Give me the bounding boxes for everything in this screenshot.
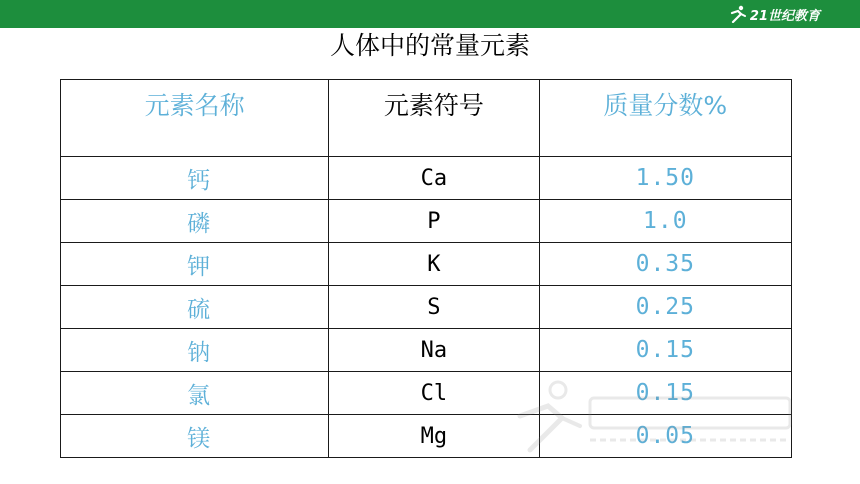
element-percent: 0.15 — [539, 329, 791, 372]
element-symbol: S — [329, 286, 539, 329]
element-name: 镁 — [61, 415, 329, 458]
element-percent: 0.25 — [539, 286, 791, 329]
page-title — [0, 26, 860, 62]
table-row — [61, 286, 792, 329]
element-name: 钾 — [61, 243, 329, 286]
element-name: 磷 — [61, 200, 329, 243]
element-percent: 1.50 — [539, 157, 791, 200]
element-symbol: Ca — [329, 157, 539, 200]
header-bar — [0, 0, 860, 28]
header-element-symbol: 元素符号 — [329, 80, 539, 157]
element-percent: 0.15 — [539, 372, 791, 415]
page-title-text: 人体中的常量元素 — [329, 31, 530, 60]
element-symbol: Mg — [329, 415, 539, 458]
header-element-name: 元素名称 — [61, 80, 329, 157]
table-row — [61, 415, 792, 458]
element-symbol: Cl — [329, 372, 539, 415]
element-symbol: P — [329, 200, 539, 243]
logo — [729, 3, 820, 25]
elements-table — [60, 79, 792, 458]
logo-text: 21世纪教育 — [749, 8, 820, 24]
runner-logo-icon — [729, 5, 747, 23]
table-row — [61, 200, 792, 243]
element-name: 硫 — [61, 286, 329, 329]
table-header-row — [61, 80, 792, 157]
table-row — [61, 157, 792, 200]
table-row — [61, 243, 792, 286]
element-symbol: K — [329, 243, 539, 286]
element-name: 氯 — [61, 372, 329, 415]
element-percent: 1.0 — [539, 200, 791, 243]
table-row — [61, 329, 792, 372]
header-mass-percent: 质量分数% — [539, 80, 791, 157]
element-name: 钙 — [61, 157, 329, 200]
element-symbol: Na — [329, 329, 539, 372]
element-name: 钠 — [61, 329, 329, 372]
table-row — [61, 372, 792, 415]
element-percent: 0.35 — [539, 243, 791, 286]
element-percent: 0.05 — [539, 415, 791, 458]
